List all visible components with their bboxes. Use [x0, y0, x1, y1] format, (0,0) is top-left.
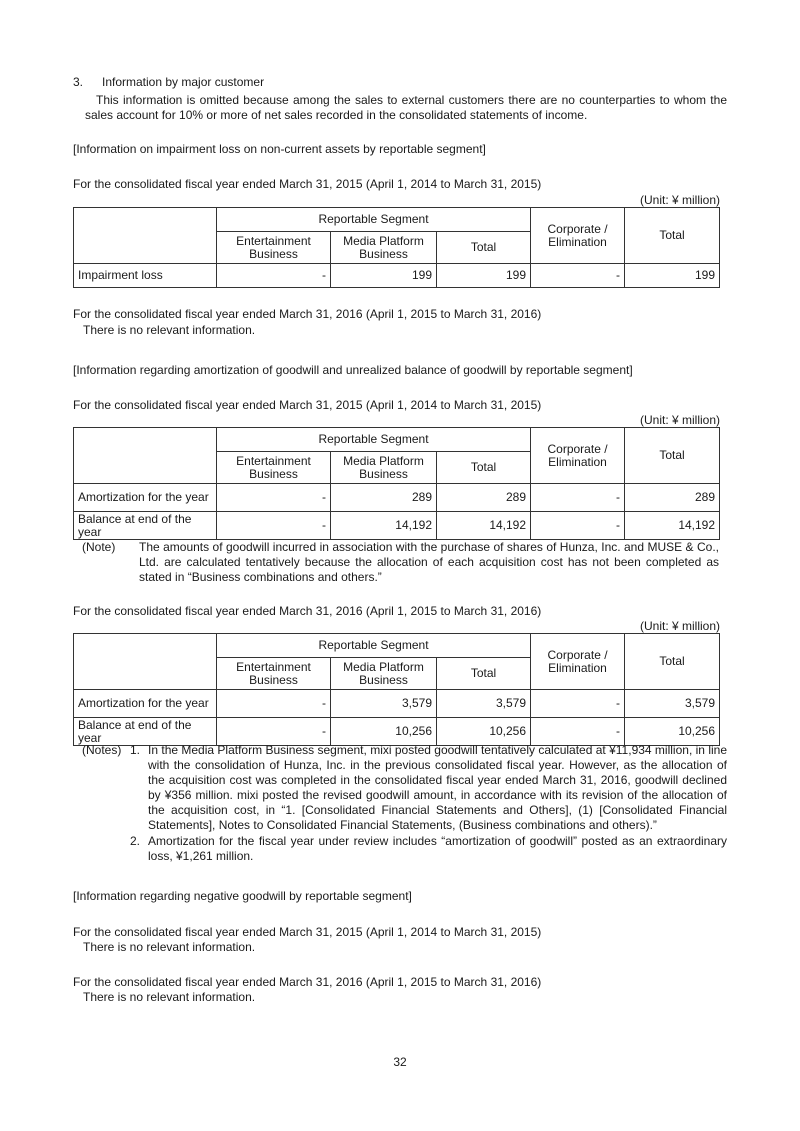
goodwill-2015-table — [73, 427, 720, 540]
row-label: Amortization for the year — [74, 690, 217, 718]
table-row — [74, 512, 720, 540]
media-platform-header: Media Platform Business — [331, 232, 437, 264]
table-row — [74, 690, 720, 718]
media-platform-header: Media Platform Business — [331, 452, 437, 484]
cell-segment-total: 14,192 — [437, 512, 531, 540]
cell-entertainment: - — [217, 264, 331, 288]
cell-segment-total: 3,579 — [437, 690, 531, 718]
goodwill-heading: [Information regarding amortization of goodwill and unrealized balance of goodwill by reportable segment] — [73, 363, 633, 377]
table-corner-cell — [74, 428, 217, 484]
cell-entertainment: - — [217, 690, 331, 718]
negative-goodwill-fy2015-label: For the consolidated fiscal year ended March 31, 2015 (April 1, 2014 to March 31, 2015) — [73, 925, 542, 939]
corporate-elimination-header: Corporate / Elimination — [531, 208, 625, 264]
note-text: In the Media Platform Business segment, mixi posted goodwill tentatively calculated at ¥11,934 million, in line with the consolidation of Hunza, Inc. in the previous consolidated fiscal year. However, as the allocation of the acquisition cost was completed in the consolidated fiscal year ended March 31, 2016, goodwill declined by ¥356 million. mixi posted the revised goodwill amount, in accordance with its revision of the allocation of the acquisition cost, in “1. [Consolidated Financial Statements and Others], (1) [Consolidated Financial Statements], Notes to Consolidated Financial Statements, (Business combinations and others).” — [148, 743, 727, 832]
negative-goodwill-fy2016-text: There is no relevant information. — [83, 990, 256, 1004]
impairment-fy2016-label: For the consolidated fiscal year ended March 31, 2016 (April 1, 2015 to March 31, 2016) — [73, 307, 542, 321]
row-label: Impairment loss — [74, 264, 217, 288]
reportable-segment-header: Reportable Segment — [217, 428, 531, 452]
cell-media: 14,192 — [331, 512, 437, 540]
cell-corporate: - — [531, 690, 625, 718]
goodwill-fy2016-label: For the consolidated fiscal year ended March 31, 2016 (April 1, 2015 to March 31, 2016) — [73, 604, 542, 618]
cell-total: 199 — [625, 264, 720, 288]
cell-segment-total: 10,256 — [437, 718, 531, 746]
negative-goodwill-heading: [Information regarding negative goodwill by reportable segment] — [73, 889, 412, 903]
goodwill-fy2015-label: For the consolidated fiscal year ended March 31, 2015 (April 1, 2014 to March 31, 2015) — [73, 398, 542, 412]
cell-segment-total: 199 — [437, 264, 531, 288]
unit-label: (Unit: ¥ million) — [639, 413, 720, 427]
grand-total-header: Total — [625, 634, 720, 690]
impairment-fy2015-label: For the consolidated fiscal year ended March 31, 2015 (April 1, 2014 to March 31, 2015) — [73, 177, 542, 191]
cell-media: 3,579 — [331, 690, 437, 718]
page-number: 32 — [393, 1055, 407, 1069]
cell-total: 289 — [625, 484, 720, 512]
cell-total: 14,192 — [625, 512, 720, 540]
row-label: Amortization for the year — [74, 484, 217, 512]
segment-total-header: Total — [437, 452, 531, 484]
entertainment-header: Entertainment Business — [217, 232, 331, 264]
segment-total-header: Total — [437, 232, 531, 264]
cell-entertainment: - — [217, 484, 331, 512]
reportable-segment-header: Reportable Segment — [217, 634, 531, 658]
note-number: 2. — [130, 834, 141, 848]
cell-total: 3,579 — [625, 690, 720, 718]
corporate-elimination-header: Corporate / Elimination — [531, 634, 625, 690]
goodwill-2016-table — [73, 633, 720, 746]
impairment-fy2016-text: There is no relevant information. — [83, 323, 256, 337]
table-corner-cell — [74, 208, 217, 264]
entertainment-header: Entertainment Business — [217, 658, 331, 690]
table-corner-cell — [74, 634, 217, 690]
impairment-table — [73, 207, 720, 288]
reportable-segment-header: Reportable Segment — [217, 208, 531, 232]
unit-label: (Unit: ¥ million) — [639, 619, 720, 633]
major-customer-body: This information is omitted because among the sales to external customers there are no counterparties to whom the sales account for 10% or more of net sales recorded in the consolidated statements of income. — [85, 93, 727, 122]
segment-total-header: Total — [437, 658, 531, 690]
table-row — [74, 484, 720, 512]
cell-entertainment: - — [217, 512, 331, 540]
note-text: The amounts of goodwill incurred in association with the purchase of shares of Hunza, Inc. and MUSE & Co., Ltd. are calculated tentatively because the allocation of each acquisition cost has not been completed as stated in “Business combinations and others.” — [139, 540, 719, 584]
row-label: Balance at end of the year — [74, 718, 217, 746]
notes-label: (Notes) — [82, 743, 122, 757]
note-number: 1. — [130, 743, 141, 757]
cell-entertainment: - — [217, 718, 331, 746]
unit-label: (Unit: ¥ million) — [639, 193, 720, 207]
cell-media: 10,256 — [331, 718, 437, 746]
table-row — [74, 264, 720, 288]
media-platform-header: Media Platform Business — [331, 658, 437, 690]
negative-goodwill-fy2015-text: There is no relevant information. — [83, 940, 256, 954]
note-text: Amortization for the fiscal year under review includes “amortization of goodwill” posted as an extraordinary loss, ¥1,261 million. — [148, 834, 727, 863]
impairment-heading: [Information on impairment loss on non-current assets by reportable segment] — [73, 142, 486, 156]
cell-corporate: - — [531, 512, 625, 540]
cell-media: 199 — [331, 264, 437, 288]
cell-total: 10,256 — [625, 718, 720, 746]
cell-corporate: - — [531, 264, 625, 288]
note-label: (Note) — [82, 540, 116, 554]
cell-corporate: - — [531, 718, 625, 746]
cell-media: 289 — [331, 484, 437, 512]
negative-goodwill-fy2016-label: For the consolidated fiscal year ended March 31, 2016 (April 1, 2015 to March 31, 2016) — [73, 975, 542, 989]
section-heading: Information by major customer — [102, 75, 265, 89]
entertainment-header: Entertainment Business — [217, 452, 331, 484]
cell-corporate: - — [531, 484, 625, 512]
table-row — [74, 718, 720, 746]
grand-total-header: Total — [625, 208, 720, 264]
row-label: Balance at end of the year — [74, 512, 217, 540]
corporate-elimination-header: Corporate / Elimination — [531, 428, 625, 484]
section-number: 3. — [73, 75, 84, 89]
cell-segment-total: 289 — [437, 484, 531, 512]
grand-total-header: Total — [625, 428, 720, 484]
